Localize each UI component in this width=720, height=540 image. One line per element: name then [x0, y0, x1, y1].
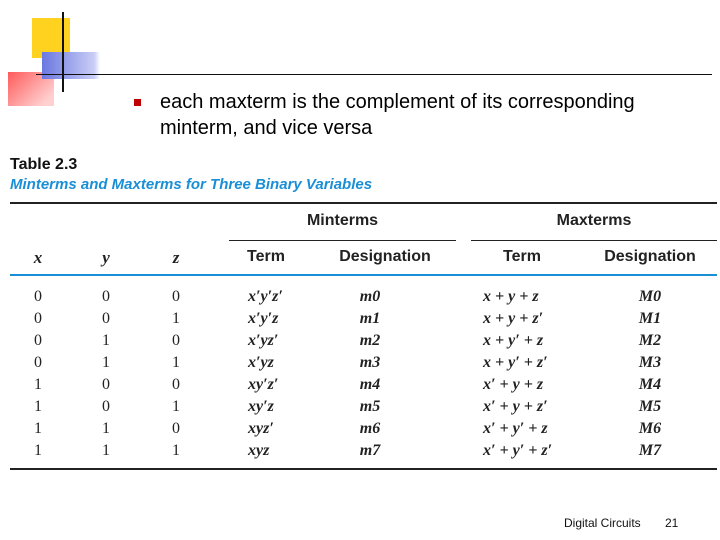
cell-y: 1: [102, 442, 110, 459]
cell-max-des: M4: [638, 376, 662, 393]
col-header-min-designation: Designation: [339, 248, 431, 265]
cell-x: 1: [34, 442, 42, 459]
cell-x: 0: [34, 354, 42, 371]
cell-min-term: x′yz: [248, 354, 274, 371]
cell-y: 0: [102, 376, 110, 393]
cell-max-term: x′ + y′ + z: [483, 420, 548, 437]
cell-y: 1: [102, 332, 110, 349]
cell-x: 0: [34, 332, 42, 349]
cell-max-term: x + y′ + z: [483, 332, 544, 349]
cell-z: 0: [172, 332, 180, 349]
footer-left: Digital Circuits: [564, 516, 641, 530]
cell-min-term: xyz: [248, 442, 270, 459]
cell-z: 0: [172, 376, 180, 393]
table-title: Table 2.3: [10, 156, 78, 173]
minterms-underline: [229, 240, 456, 241]
col-header-z: z: [172, 248, 180, 267]
header-bottom-rule: [10, 274, 717, 276]
cell-min-des: m2: [359, 332, 381, 349]
cell-max-des: M0: [638, 288, 662, 305]
cell-z: 0: [172, 288, 180, 305]
cell-min-des: m6: [359, 420, 381, 437]
table-top-rule: [10, 202, 717, 204]
cell-x: 0: [34, 310, 42, 327]
cell-max-des: M6: [638, 420, 662, 437]
table-bottom-rule: [10, 468, 717, 470]
group-header-minterms: Minterms: [306, 212, 379, 229]
decor-vertical-line: [62, 12, 64, 92]
cell-min-des: m0: [359, 288, 381, 305]
bullet-text: each maxterm is the complement of its corresponding minterm, and vice versa: [160, 91, 635, 139]
table-row: [0, 286, 720, 308]
maxterms-underline: [471, 240, 717, 241]
cell-min-term: xy′z: [248, 398, 274, 415]
cell-x: 0: [34, 288, 42, 305]
cell-min-term: x′y′z: [248, 310, 279, 327]
cell-max-des: M2: [638, 332, 662, 349]
table-row: [0, 418, 720, 440]
cell-y: 1: [102, 420, 110, 437]
cell-y: 0: [102, 310, 110, 327]
cell-z: 0: [172, 420, 180, 437]
cell-x: 1: [34, 398, 42, 415]
group-header-maxterms: Maxterms: [556, 212, 632, 229]
cell-x: 1: [34, 420, 42, 437]
cell-max-term: x′ + y′ + z′: [483, 442, 553, 459]
cell-min-term: xyz′: [248, 420, 274, 437]
table-row: [0, 308, 720, 330]
cell-min-des: m5: [359, 398, 381, 415]
cell-min-des: m7: [359, 442, 381, 459]
cell-min-des: m4: [359, 376, 381, 393]
table-row: [0, 330, 720, 352]
cell-z: 1: [172, 354, 180, 371]
table-row: [0, 396, 720, 418]
cell-max-term: x′ + y + z′: [483, 398, 548, 415]
cell-max-term: x + y′ + z′: [483, 354, 548, 371]
col-header-x: x: [33, 248, 43, 267]
cell-z: 1: [172, 398, 180, 415]
col-header-min-term: Term: [247, 248, 285, 265]
col-header-max-term: Term: [503, 248, 541, 265]
cell-max-term: x + y + z′: [483, 310, 544, 327]
cell-min-term: xy′z′: [248, 376, 279, 393]
table-subtitle: Minterms and Maxterms for Three Binary Variables: [10, 176, 373, 193]
bullet-square-icon: [134, 99, 141, 106]
table-row: [0, 374, 720, 396]
table-row: [0, 440, 720, 462]
page-number: 21: [665, 516, 679, 530]
cell-z: 1: [172, 442, 180, 459]
cell-max-term: x′ + y + z: [483, 376, 544, 393]
cell-max-des: M1: [638, 310, 662, 327]
col-header-max-designation: Designation: [604, 248, 696, 265]
cell-max-des: M7: [638, 442, 662, 459]
cell-max-des: M3: [638, 354, 662, 371]
table-row: [0, 352, 720, 374]
decor-horizontal-line: [36, 74, 712, 75]
cell-y: 1: [102, 354, 110, 371]
cell-max-des: M5: [638, 398, 662, 415]
col-header-y: y: [102, 248, 110, 267]
cell-min-des: m3: [359, 354, 381, 371]
cell-y: 0: [102, 398, 110, 415]
cell-min-term: x′yz′: [248, 332, 279, 349]
cell-z: 1: [172, 310, 180, 327]
cell-min-term: x′y′z′: [248, 288, 283, 305]
cell-y: 0: [102, 288, 110, 305]
cell-x: 1: [34, 376, 42, 393]
cell-min-des: m1: [359, 310, 381, 327]
cell-max-term: x + y + z: [483, 288, 539, 305]
